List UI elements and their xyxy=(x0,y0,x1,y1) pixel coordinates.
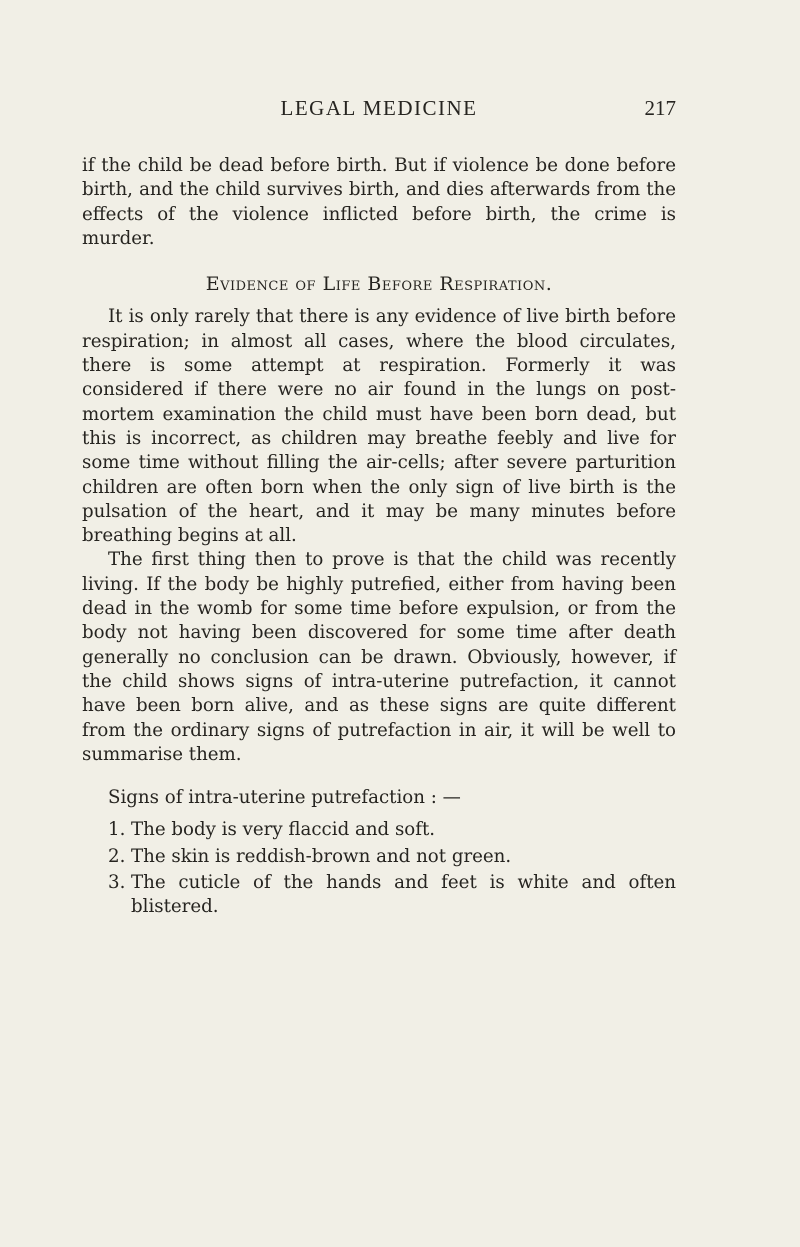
page-header xyxy=(82,96,676,126)
list-item-number: 1. xyxy=(108,819,126,841)
paragraph-first-thing: The first thing then to prove is that the child was recently living. If the body be highly putrefied, either from having been dead in the womb for some time before expulsion, or from the body not having been discovered for some time after death generally no conclusion can be drawn. Obviously, however, if the child shows signs of intra-uterine putrefaction, it cannot have been born alive, and as these signs are quite different from the ordinary signs of putrefaction in air, it will be well to summarise them. xyxy=(82,549,676,765)
paragraph-evidence: It is only rarely that there is any evidence of live birth before respiration; in almost all cases, where the blood circulates, there is some attempt at respiration. Formerly it was considered if there were no air found in the lungs on post-mortem examination the child must have been born dead, but this is incorrect, as children may breathe feebly and live for some time without filling the air-cells; after severe parturition children are often born when the only sign of live birth is the pulsation of the heart, and it may be many minutes before breathing begins at all. xyxy=(82,306,676,547)
list-item-text: The body is very flaccid and soft. xyxy=(131,819,436,841)
page-number: 217 xyxy=(644,96,676,120)
list-item-number: 3. xyxy=(108,872,126,894)
list-intro: Signs of intra-uterine putrefaction : — xyxy=(108,787,461,809)
list-item xyxy=(82,845,676,869)
list-item xyxy=(82,871,676,920)
list-item-text: The cuticle of the hands and feet is white and often blistered. xyxy=(131,872,676,918)
running-head: LEGAL MEDICINE xyxy=(280,96,478,120)
list-item-number: 2. xyxy=(108,845,126,867)
section-heading: Evidence of Life Before Respiration. xyxy=(205,273,553,296)
body-text xyxy=(82,154,676,922)
list-item-text: The skin is reddish-brown and not green. xyxy=(131,845,512,867)
signs-list xyxy=(82,818,676,919)
paragraph-continuation: if the child be dead before birth. But if violence be done before birth, and the child survives birth, and dies afterwards from the effects of the violence inflicted before birth, the crime is murder. xyxy=(82,155,676,249)
list-item xyxy=(82,818,676,842)
